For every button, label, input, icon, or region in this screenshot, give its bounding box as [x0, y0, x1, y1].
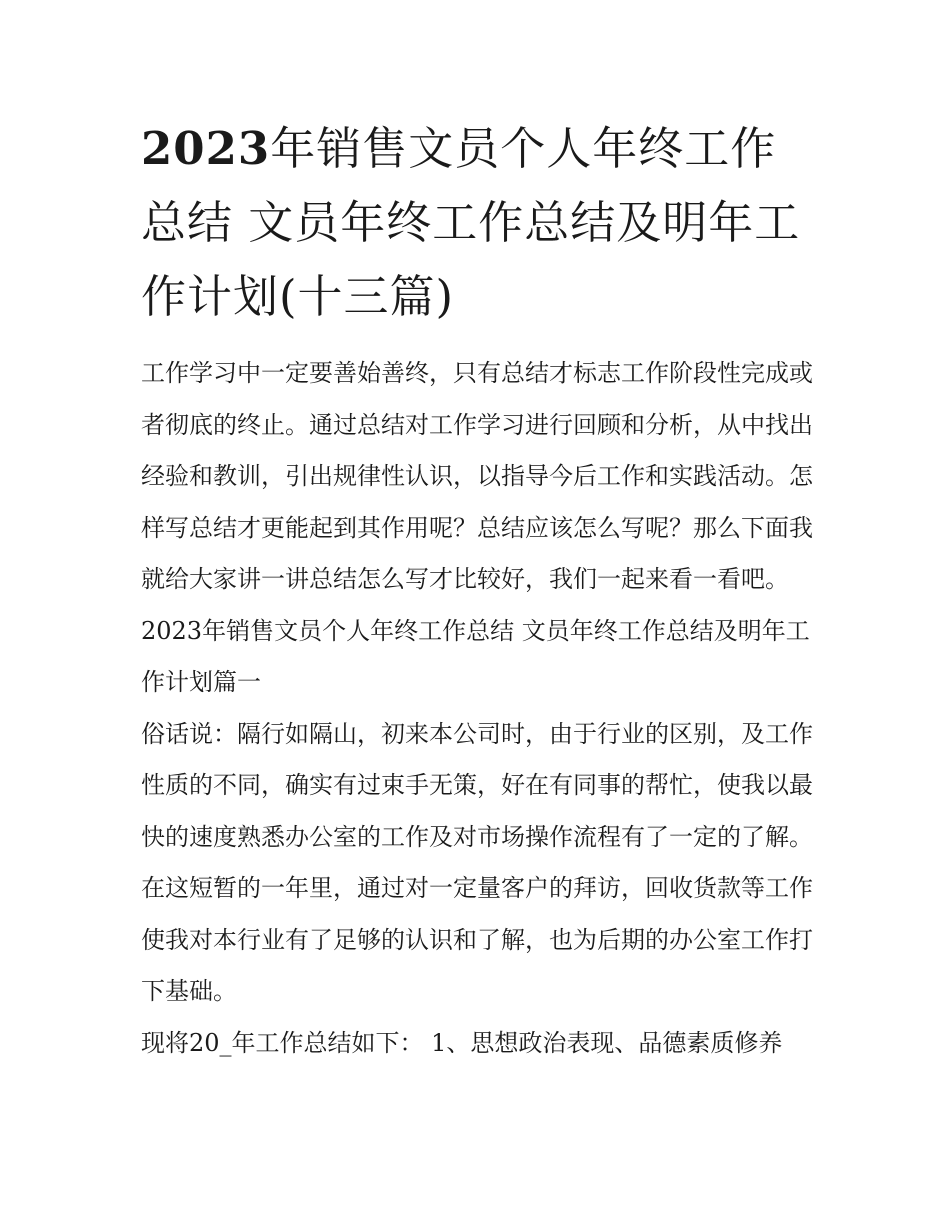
section-heading: 2023年销售文员个人年终工作总结 文员年终工作总结及明年工作计划篇一: [141, 616, 810, 696]
closing-line: 现将20_年工作总结如下： 1、思想政治表现、品德素质修养: [141, 1028, 783, 1057]
body-paragraph: 俗话说：隔行如隔山，初来本公司时，由于行业的区别，及工作性质的不同，确实有过束手无策，好在有同事的帮忙，使我以最快的速度熟悉办公室的工作及对市场操作流程有了一定的了解。在这短暂的一年里，通过对一定量客户的拜访，回收货款等工作使我对本行业有了足够的认识和了解，也为后期的办公室工作打下基础。: [141, 719, 813, 1005]
intro-paragraph: 工作学习中一定要善始善终，只有总结才标志工作阶段性完成或者彻底的终止。通过总结对工作学习进行回顾和分析，从中找出经验和教训，引出规律性认识，以指导今后工作和实践活动。怎样写总结才更能起到其作用呢？总结应该怎么写呢？那么下面我就给大家讲一讲总结怎么写才比较好，我们一起来看一看吧。: [141, 359, 813, 593]
document-title: [141, 112, 813, 334]
title-text: 年销售文员个人年终工作总结 文员年终工作总结及明年工作计划(十三篇): [141, 122, 801, 323]
title-year: 2023: [141, 122, 271, 175]
document-body: [141, 112, 813, 1069]
